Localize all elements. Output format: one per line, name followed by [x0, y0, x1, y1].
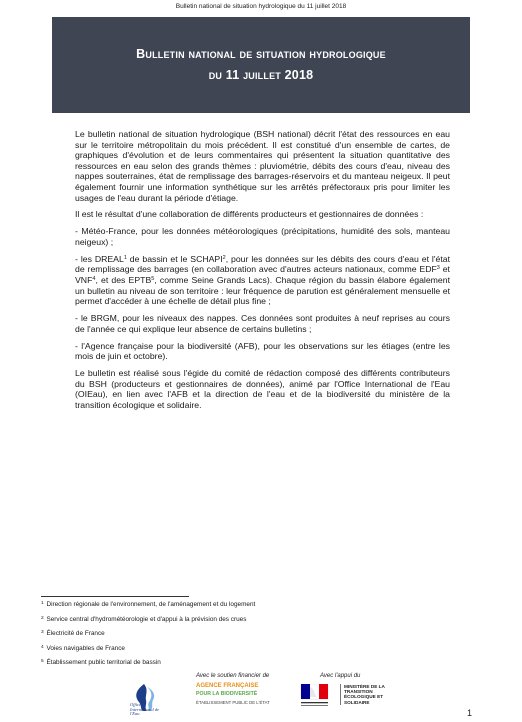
footnote-text: Voies navigables de France	[46, 644, 125, 652]
support-label: Avec l'appui du	[320, 673, 361, 679]
paragraph-dreal	[75, 254, 450, 307]
footnote-1	[41, 600, 461, 608]
running-header: Bulletin national de situation hydrologique du 11 juillet 2018	[175, 3, 347, 10]
paragraph-comite: Le bulletin est réalisé sous l'égide du comité de rédaction composé des différents contributeurs du BSH (producteurs et gestionnaires de données), animé par l'Office International de l'Eau (OIEau), en lien avec l'AFB et la direction de l'eau et de la biodiversité du ministère de la transition écologique et solidaire.	[75, 368, 450, 410]
page-number: 1	[467, 708, 473, 718]
republique-francaise-logo-icon	[297, 684, 332, 710]
footnote-number: 2	[41, 615, 44, 621]
paragraph-afb: - l'Agence française pour la biodiversité (AFB), pour les observations sur les étiages (entre les mois de juin et octobre).	[75, 340, 450, 362]
oieau-logo-text: Office International de l'Eau	[130, 702, 160, 717]
afb-logo-line1: AGENCE FRANÇAISE	[196, 683, 259, 689]
footnote-ref-5[interactable]: 5	[151, 276, 155, 283]
document-title: Bulletin national de situation hydrologique	[136, 47, 386, 61]
paragraph-intro: Le bulletin national de situation hydrologique (BSH national) décrit l'état des ressources en eau sur le territoire métropolitain du mois précédent. Il est constitué d'un ensemble de cartes, de graphiques d'évolution et de leurs commentaires qui présentent la situation quantitative des ressources en eau selon des grands thèmes : pluviométrie, débits des cours d'eau, niveau des nappes souterraines, état de remplissage des barrages-réservoirs et du manteau neigeux. Il peut également fournir une information synthétique sur les arrêtés préfectoraux pris pour limiter les usages de l'eau durant la période d'étiage.	[75, 129, 450, 203]
dreal-text-d: et VNF	[75, 264, 450, 286]
footnote-text: Électricité de France	[46, 630, 105, 637]
footnote-divider	[41, 596, 189, 597]
footnote-ref-2[interactable]: 2	[222, 254, 226, 261]
footnote-4	[41, 644, 461, 652]
financial-support-label: Avec le soutien financier de	[196, 673, 270, 679]
afb-logo	[196, 683, 284, 713]
footnote-number: 3	[41, 630, 44, 635]
footnote-3	[41, 629, 461, 637]
footnote-text: Direction régionale de l'environnement, de l'aménagement et du logement	[46, 601, 256, 608]
footnote-number: 4	[41, 644, 44, 650]
dreal-text-b: de bassin et le SCHAPI	[126, 253, 223, 264]
dreal-text-f: , comme Seine Grands Lacs). Chaque région du bassin élabore également un bulletin au niveau de son territoire : leur fréquence de parution est généralement mensuelle et permet d'accéder à une échelle de détail plus fine ;	[75, 275, 450, 307]
footnote-ref-3[interactable]: 3	[436, 265, 440, 272]
paragraph-collaboration: Il est le résultat d'une collaboration de différents producteurs et gestionnaires de données :	[75, 209, 424, 220]
body-text	[75, 129, 450, 417]
footnote-2	[41, 615, 461, 623]
paragraph-brgm: - le BRGM, pour les niveaux des nappes. Ces données sont produites à neuf reprises au cours de l'année ce qui explique leur absence de certains bulletins ;	[75, 313, 450, 334]
dreal-text-c: , pour les données sur les débits des cours d'eau et l'état de remplissage des barrages (en collaboration avec d'autres acteurs nationaux, comme EDF	[75, 253, 450, 275]
footnote-ref-1[interactable]: 1	[123, 254, 127, 261]
dreal-text-e: , et des EPTB	[95, 275, 152, 286]
document-date: du 11 juillet 2018	[208, 68, 314, 82]
footnotes	[41, 600, 461, 673]
footnote-text: Service central d'hydrométéorologie et d'appui à la prévision des crues	[46, 615, 247, 623]
ministry-name: MINISTÈRE DE LA TRANSITION ÉCOLOGIQUE ET SOLIDAIRE	[340, 684, 389, 705]
footnote-5	[41, 658, 461, 666]
paragraph-meteo-france: - Météo-France, pour les données météorologiques (précipitations, humidité des sols, manteau neigeux) ;	[75, 226, 450, 247]
title-banner	[52, 17, 470, 113]
dreal-text-a: - les DREAL	[75, 253, 124, 264]
afb-logo-line2: POUR LA BIODIVERSITÉ	[196, 691, 258, 697]
footnote-text: Établissement public territorial de bassin	[46, 659, 161, 666]
footnote-ref-4[interactable]: 4	[92, 276, 96, 283]
footnote-number: 5	[41, 659, 44, 664]
afb-logo-line3: ÉTABLISSEMENT PUBLIC DE L'ÉTAT	[196, 700, 270, 705]
footnote-number: 1	[41, 601, 44, 606]
